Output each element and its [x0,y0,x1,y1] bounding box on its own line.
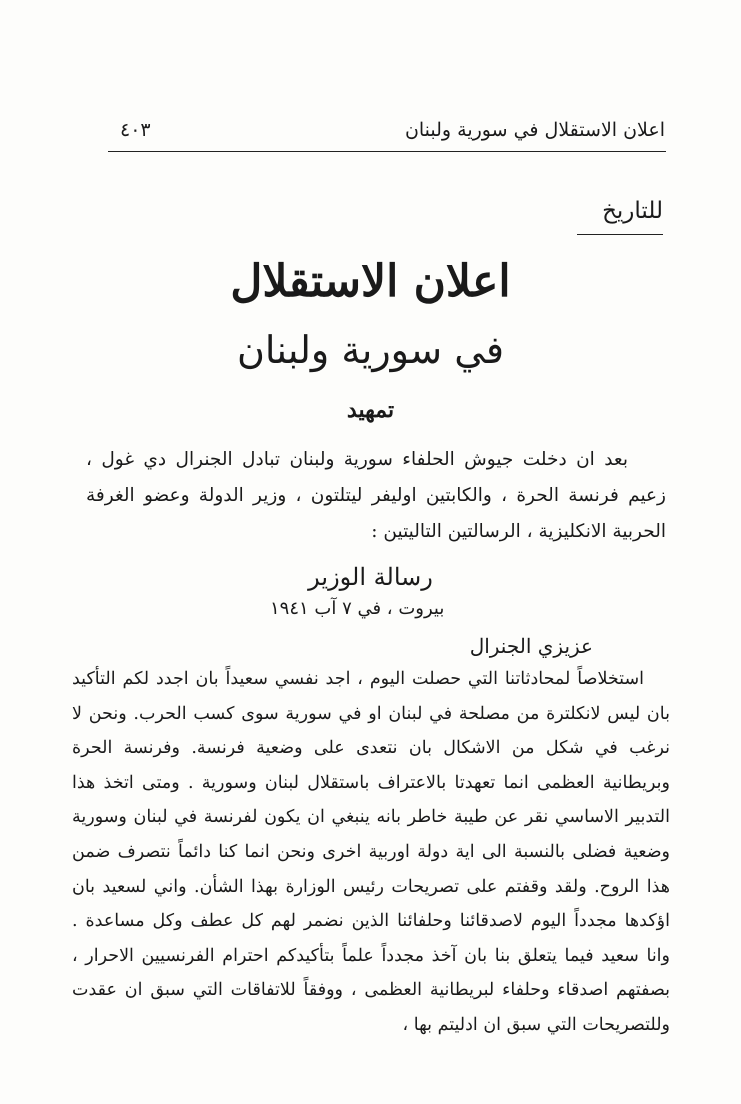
running-head-title: اعلان الاستقلال في سورية ولبنان [404,119,665,141]
section-tag: للتاريخ [602,198,663,224]
preface-heading: تمهيد [346,397,395,423]
header-rule [108,151,666,152]
letter-salutation: عزيزي الجنرال [469,634,593,658]
letter-body [72,662,670,1043]
preface-paragraph: بعد ان دخلت جيوش الحلفاء سورية ولبنان تبادل الجنرال دي غول ، زعيم فرنسة الحرة ، والكابتين اوليفر ليتلتون ، وزير الدولة وعضو الغرفة الحربية الانكليزية ، الرسالتين التاليتين : [86,449,666,542]
preface-text [86,442,666,550]
section-tag-underline [577,234,663,235]
sub-title: في سورية ولبنان [236,328,505,372]
letter-heading: رسالة الوزير [308,563,433,591]
letter-paragraph: استخلاصاً لمحادثاتنا التي حصلت اليوم ، اجد نفسي سعيداً بان اجدد لكم التأكيد بان ليس لانكلترة من مصلحة في لبنان او في سورية سوى كسب الحرب. ونحن لا نرغب في شكل من الاشكال بان نتعدى على وضعية فرنسة. وفرنسة الحرة وبريطانية العظمى انما تعهدتا بالاعتراف باستقلال لبنان وسورية . ومتى اتخذ هذا التدبير الاساسي نقر عن طيبة خاطر بانه ينبغي ان يكون لفرنسة في لبنان وسورية وضعية فضلى بالنسبة الى اية دولة اوربية اخرى ونحن انما كنا دائماً نتصرف ضمن هذا الروح. ولقد وقفتم على تصريحات رئيس الوزارة بهذا الشأن. واني لسعيد بان اؤكدها مجدداً اليوم لاصدقائنا وحلفائنا الذين نضمر لهم كل عطف وكل مساعدة . وانا سعيد فيما يتعلق بنا بان آخذ مجدداً علماً بتأكيدكم احترام الفرنسيين الاحرار ، بصفتهم اصدقاء وحلفاء لبريطانية العظمى ، ووفقاً للاتفاقات التي سبق ان عقدت وللتصريحات التي سبق ان ادليتم بها ، [72,669,670,1035]
main-title: اعلان الاستقلال [230,256,511,307]
page-number: ٤٠٣ [120,119,151,141]
letter-dateline: بيروت ، في ٧ آب ١٩٤١ [270,598,445,619]
running-head [110,112,665,148]
